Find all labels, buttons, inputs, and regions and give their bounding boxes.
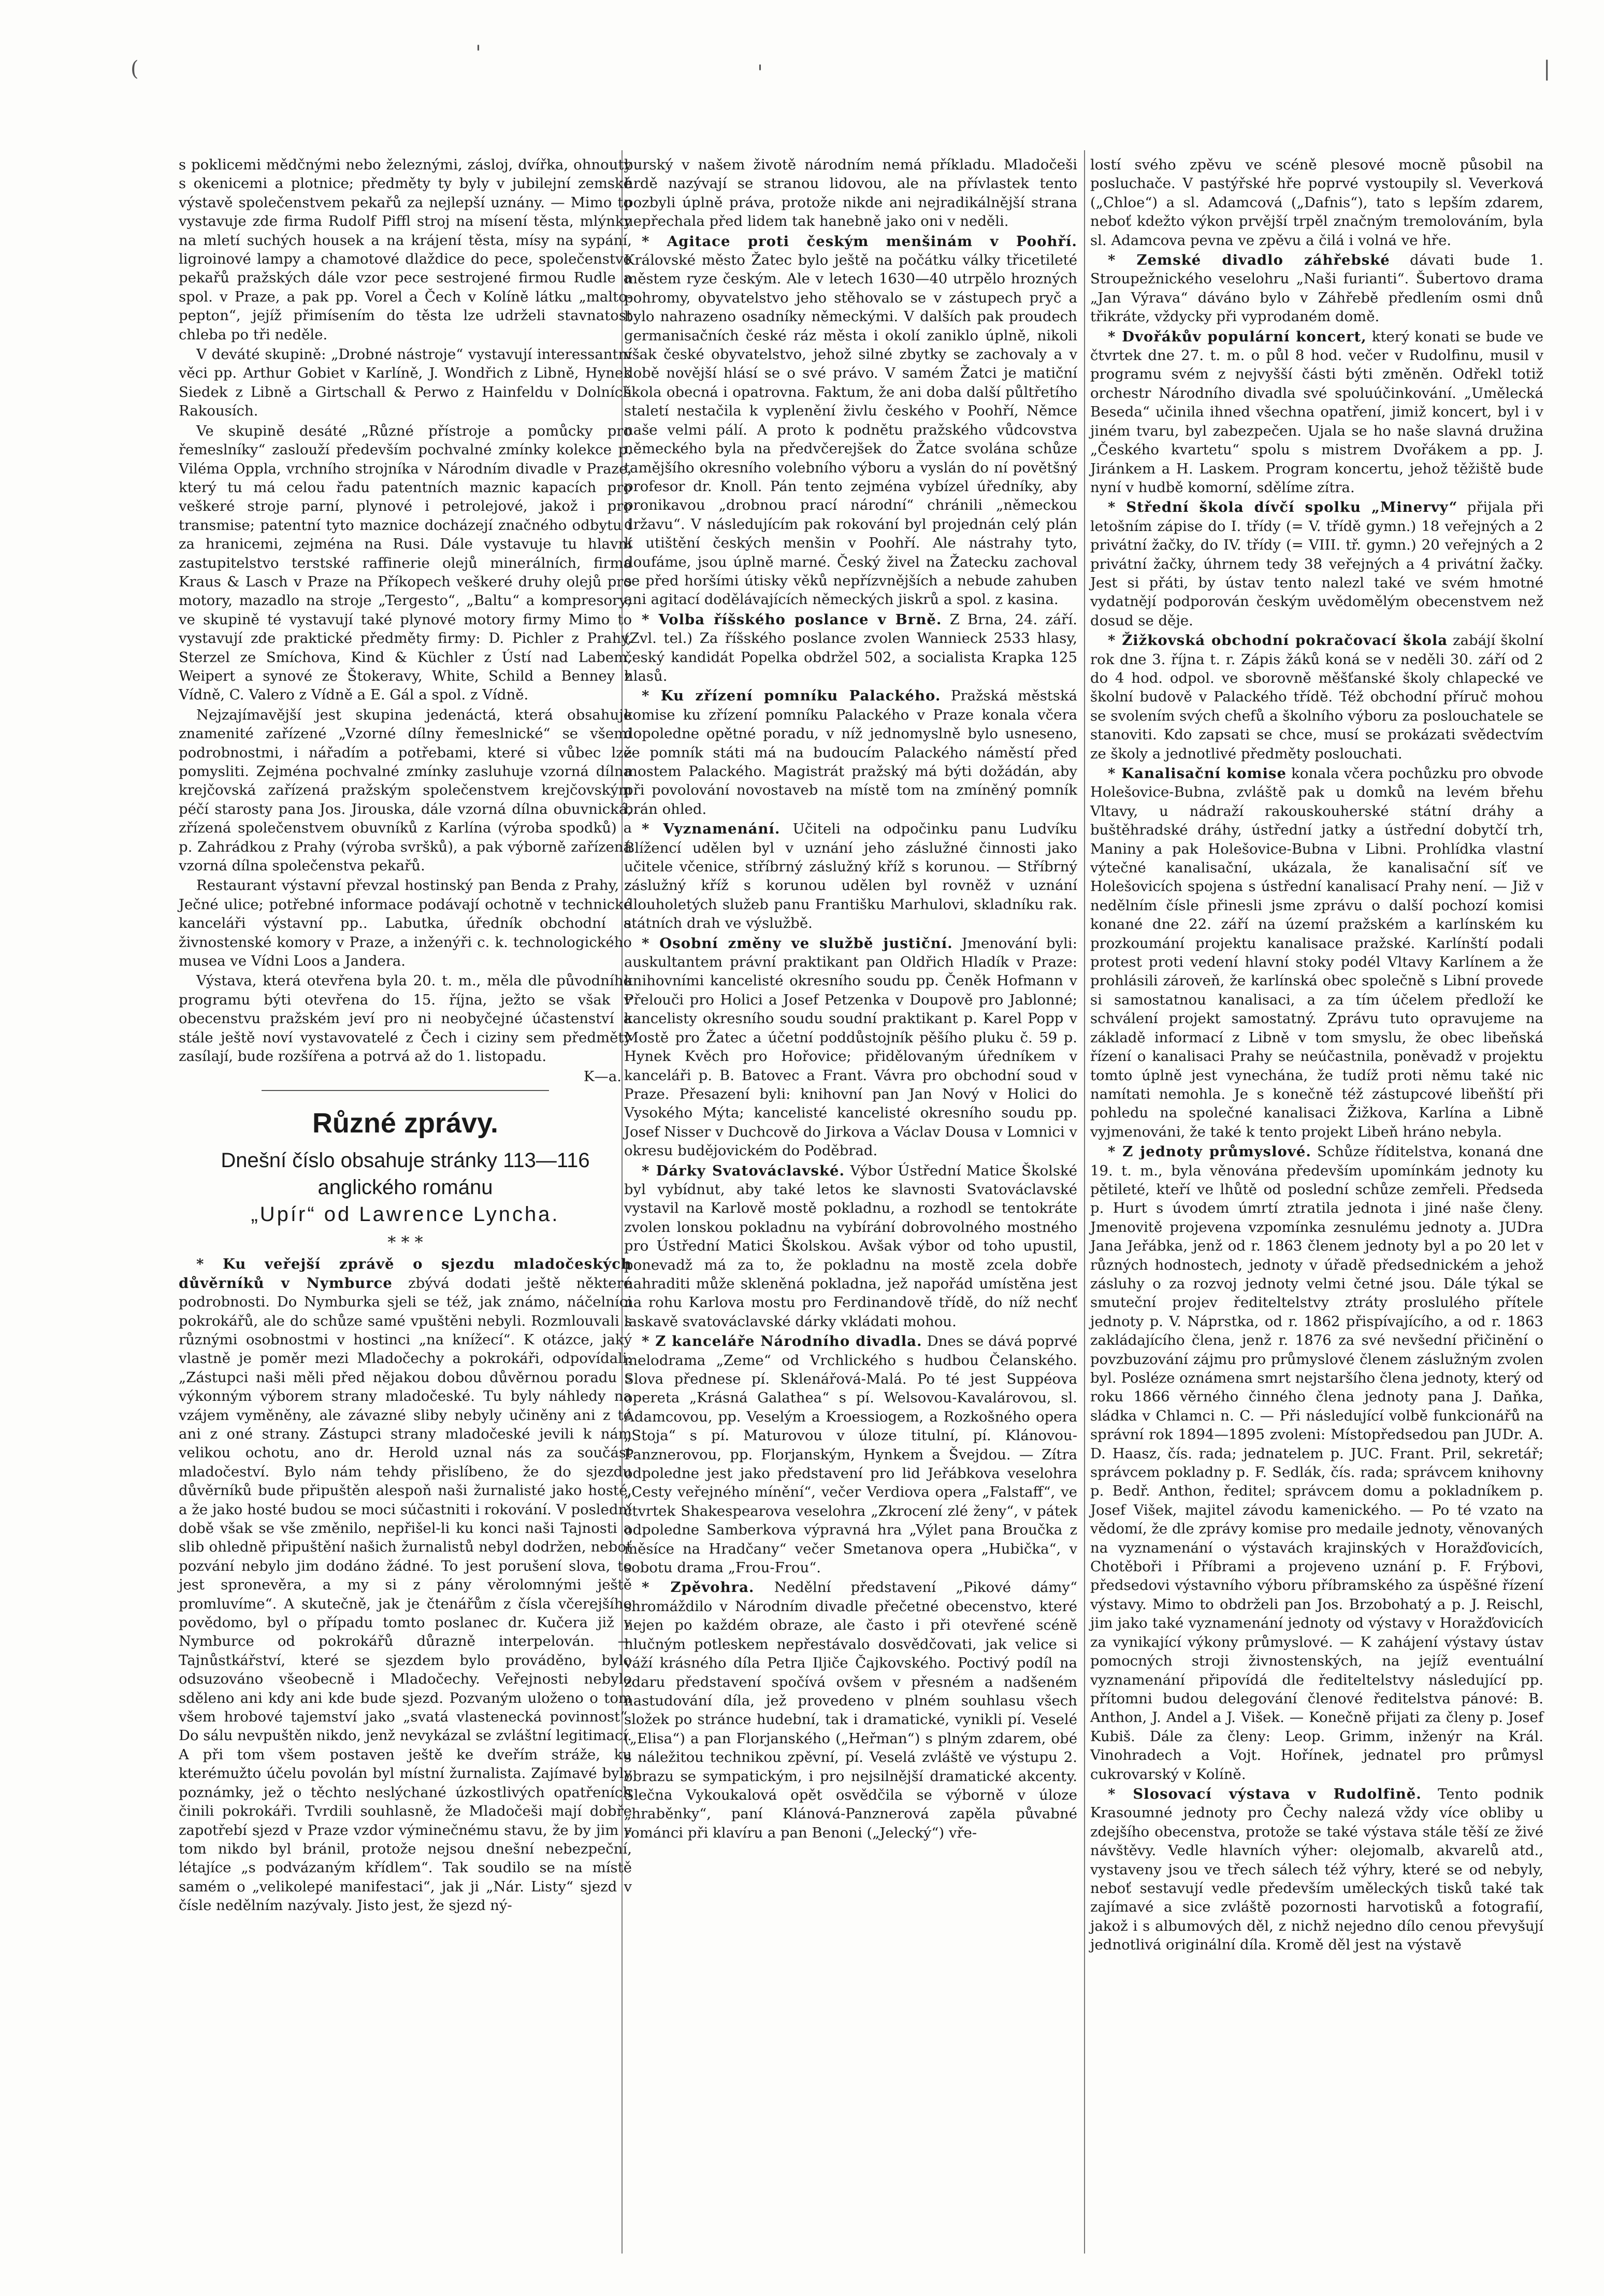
novel-notice-title: „Upír“ od Lawrence Lyncha.	[251, 1202, 560, 1226]
news-headline: * Zemské divadlo záhřebské	[1108, 252, 1390, 269]
article-paragraph: Výstava, která otevřena byla 20. t. m., měla dle původního programu býti otevřena do 15. října, ježto se však v obecenstvu pražském jeví pro ni neobyčejné účastenství a stále ještě noví vystavovatelé z Čech i ciziny sem předměty zasílají, bude rozšířena a potrvá až do 1. listopadu.	[179, 972, 632, 1065]
news-headline: * Žižkovská obchodní pokračovací škola	[1108, 632, 1448, 649]
news-headline: * Ku zřízení pomníku Palackého.	[642, 687, 941, 705]
column-3	[1090, 155, 1543, 1956]
news-body: Královské město Žatec bylo ještě na počátku války třicetileté městem ryze českým. Ale v letech 1630—40 utrpělo hrozných pohromy, obyvatelstvo jeho stěhovalo se v zástupech pryč a bylo nahrazeno osadníky německými. V dalších pak proudech germanisačních české ráz města i okolí zaniklo úplně, nikoli však české obyvatelstvo, jehož silné zbytky se zachovaly a v době novější hlásí se o své právo. V samém Žatci je matiční škola obecná i opatrovna. Faktum, že ani doba další půltřetího staletí nestačila k vyplenění živlu českého v Poohří, Němce naše velmi pálí. A proto k podnětu pražského vůdcovstva německého byla na předvčerejšek do Žatce svolána schůze tamějšího okresního volebního výboru a vyslán do ní povětšný profesor dr. Knoll. Pán tento zejména vybízel úředníky, aby pronikavou „drobnou prací národní“ chránili „německou državu“. V následujícím pak rokování byl projednán celý plán k utištění českých menšin v Poohří. Ale nástrahy tyto, doufáme, jsou úplně marné. Český živel na Žatecku zachoval se před horšími útisky věků nepřízvnějších a nebude zahuben ani agitací dodělávajících německých jiskrů a spol. z kasina.	[624, 252, 1077, 608]
news-body: Učiteli na odpočinku panu Ludvíku Blížencí udělen byl v uznání jeho záslužné činnosti jako učitele včenice, stříbrný záslužný kříž s korunou. — Stříbrný záslužný kříž s korunou udělen byl rovněž v uznání dlouholetých služeb panu Františku Marhulovi, skladníku rak. státních drah ve výslužbě.	[624, 821, 1077, 932]
news-headline: * Slosovací výstava v Rudolfině.	[1108, 1785, 1422, 1802]
article-paragraph: V deváté skupině: „Drobné nástroje“ vystavují interessantní věci pp. Arthur Gobiet v Karlíně, J. Wondřich z Libně, Hynek Siedek z Libně a Girtschall & Perwo z Hainfeldu v Dolních Rakousích.	[179, 346, 632, 420]
margin-mark-top: '	[475, 41, 481, 65]
news-headline: * Agitace proti českým menšinám v Poohří.	[642, 233, 1077, 250]
news-body: Dnes se dává poprvé melodrama „Zeme“ od Vrchlického s hudbou Čelanského. Slova přednese pí. Sklenářová-Malá. Po té jest Suppéova opereta „Krásná Galathea“ s pí. Welsovou-Kavalárovou, sl. Adamcovou, pp. Veselým a Kroessiogem, a Rozkošného opera „Stoja“ s pí. Maturovou v úloze titulní, pí. Klánovou-Panznerovou, pp. Florjanským, Hynkem a Švejdou. — Zítra odpoledne jest jako představení pro lid Jeřábkova veselohra „Cesty veřejného mínění“, večer Verdiova opera „Falstaff“, ve čtvrtek Shakespearova veselohra „Zkrocení zlé ženy“, v pátek odpoledne Samberkova výpravná hra „Výlet pana Broučka z měsíce na Hradčany“ večer Smetanova opera „Hubička“, v sobotu drama „Frou-Frou“.	[624, 1333, 1077, 1576]
news-body: který konati se bude ve čtvrtek dne 27. t. m. o půl 8 hod. večer v Rudolfinu, musil v programu svém z nejvyšší části býti změněn. Odřekl totiž orchestr Národního divadla své spoluúčinkování. „Umělecká Beseda“ učinila ihned všechna opatření, jimiž koncert, byl i v jiném tvaru, byl zabezpečen. Ujala se ho naše slavná družina „Českého kvartetu“ spolu s mistrem Dvořákem a pp. J. Jiránkem a H. Laskem. Program koncertu, jehož těžiště bude nyní v hudbě komorní, sdělíme zítra.	[1090, 328, 1543, 496]
novel-notice	[179, 1147, 632, 1228]
margin-mark-right: |	[1543, 57, 1551, 81]
news-body: zbývá dodati ještě některé podrobnosti. Do Nymburka sjeli se též, jak známo, náčelníci pokrokářů, ale do schůze samé vpuštěni nebyli. Rozmlouvali s různými osobnostmi v hostinci „na knížecí“. K otázce, jaký vlastně je poměr mezi Mladočechy a pokrokáři, odpovídali: „Zástupci naši měli před nějakou dobou důvěrnou poradu s výkonným výborem strany mladočeské. Tu byly náhledy na vzájem vyměněny, ale závazné sliby nebyly učiněny ani z té ani z oné strany. Zástupci strany mladočeské jevili k nám velikou ochotu, ano dr. Herold uznal nás za součást mladočeství. Bylo nám tehdy přislíbeno, že do sjezdu důvěrníků bude připuštěn alespoň naši žurnalisté jako hosté, a že jako hosté budou se moci súčastniti i rokování. V poslední době však se vše změnilo, nepřišel-li ku konci naši Tajnosti a slib ohledně připuštění našich žurnalistů nebyl dodržen, neboť pozvání nebylo jim dodáno žádné. To jest porušení slova, to jest spronevěra, a my si z pány věrolomnými ještě promluvíme“. A skutečně, jak je čtenářům z čísla včerejšího povědomo, byl o případu tomto poslanec dr. Kučera již v Nymburce od pokrokářů důrazně interpelován. — Tajnůstkářství, které se sjezdem bylo prováděno, bylo odsuzováno všeobecně i Mladočechy. Veřejnosti nebylo sděleno ani kdy ani kde bude sjezd. Pozvaným uloženo o tom všem hrobové tajemství jako „svatá vlastenecká povinnost“. Do sálu nevpuštěn nikdo, jenž nevykázal se zvláštní legitimací. A při tom všem postaven ještě ke dveřím stráže, ku kterémužto účelu povolán byl místní žurnalista. Zajímavé byly poznámky, jež o těchto neslýchané úzkostlivých opatřeních činili pokrokáři. Tvrdili souhlasně, že Mladočeši mají dobře zapotřebí sjezd v Praze vzdor výminečnému stavu, že by jim v tom nikdo byl bránil, protože nejsou dnešní nebezpeční, létajíce „s podvázaným křídlem“. Tak soudilo se na místě samém o „velikolepé manifestaci“, jak ji „Nár. Listy“ sjezd v čísle nedělním nazývaly. Jisto jest, že sjezd ný-	[179, 1274, 632, 1914]
news-body: zabájí školní rok dne 3. října t. r. Zápis žáků koná se v neděli 30. září od 2 do 4 hod. odpol. ve sborovně měšťanské školy chlapecké ve školní budově v Palackého třídě. Též obchodní příruč mohou se svolením svých chefů a školního výboru za poslouchatele se stanoviti. Kdo zapsati se chce, musí se prokázati svědectvím ze školy a jednotlivé předměty poslouchati.	[1090, 632, 1543, 762]
news-body: Pražská městská komise ku zřízení pomníku Palackého v Praze konala včera dopoledne opětné poradu, v níž jednomyslně bylo usneseno, že pomník státi má na budoucím Palackého náměstí před mostem Palackého. Magistrát pražský má býti dožádán, aby při povolování novostaveb na místě tom na zmíněný pomník brán ohled.	[624, 687, 1078, 817]
article-signature: K—a.	[583, 1068, 622, 1085]
section-title: Různé zprávy.	[312, 1107, 499, 1139]
novel-notice-line: Dnešní číslo obsahuje stránky 113—116 anglického románu	[221, 1149, 590, 1199]
article-paragraph: lostí svého zpěvu ve scéně plesové mocně působil na posluchače. V pastýřské hře poprvé vystoupily sl. Veverková („Chloe“) a sl. Adamcová („Dafnis“), tato s lepším zdarem, neboť kdežto výkon prvější trpěl značným tremolováním, byla sl. Adamcova pevna ve zpěvu a čilá i volná ve hře.	[1090, 156, 1543, 249]
column-1	[179, 155, 632, 1916]
margin-mark-center: '	[757, 61, 763, 85]
news-headline: * Volba říšského poslance v Brně.	[642, 611, 942, 628]
news-headline: * Vyznamenání.	[642, 821, 781, 838]
news-body: přijala při letošním zápise do I. třídy (= V. třídě gymn.) 18 veřejných a 2 privátní žačky, do IV. třídy (= VIII. tř. gymn.) 20 veřejných a 2 privátní žačky, úhrnem tedy 38 veřejných a 4 privátní žačky. Jest si přáti, by ústav tento nalezl také ve svém hmotné vydatnějí podporován českým uvědomělým obecenstvem než dosud se děje.	[1090, 499, 1543, 629]
news-headline: * Dvořákův populární koncert,	[1108, 328, 1367, 345]
article-paragraph: s poklicemi mědčnými nebo železnými, zásloj, dvířka, ohnouty s okenicemi a plotnice; předměty ty byly v jubilejní zemské výstavě společenstvem pekařů za nejlepší uznány. — Mimo to vystavuje zde firma Rudolf Piffl stroj na mísení těsta, mlýnky na mletí suchých housek a na krájení těsta, mísy na sypání, ligroinové lampy a chamotové dlaždice do pece, společenstvo pekařů pražských dále vzor pece sestrojené firmou Rudle a spol. v Praze, a pak pp. Vorel a Čech v Kolíně látku „malto-pepton“, jejíž přimísením do těsta lze udrželi stavnatost chleba po tři neděle.	[179, 156, 632, 343]
news-body: Jmenování byli: auskultantem právní praktikant pan Oldřich Hladík v Praze: knihovními kancelisté okresního soudu pp. Čeněk Hofmann v Přelouči pro Holici a Josef Petzenka v Doupově pro Jablonné; kancelisty okresního soudu soudní praktikant p. Karel Popp v Mostě pro Žatec a účetní poddůstojník pěšího pluku č. 59 p. Hynek Kvěch pro Hořovice; přidělovaným úředníkem v kanceláři p. B. Batovec a Frant. Vávra pro obchodní soud v Praze. Přesazení byli: knihovní pan Jan Nový v Holici do Vysokého Mýta; kancelisté kancelisté okresního soudu pp. Josef Nisser v Duchcově do Jirkova a Václav Dousa v Lomnici v okresu budějovickém do Poděbrad.	[624, 935, 1078, 1159]
news-headline: * Kanalisační komise	[1108, 765, 1287, 782]
column-rule	[1084, 150, 1085, 2254]
divider	[262, 1090, 549, 1091]
news-headline: * Ku veřejší zprávě o sjezdu mladočeských důvěrníků v Nymburce	[179, 1256, 632, 1292]
news-body: Výbor Ústřední Matice Školské byl vybídnut, aby také letos ke slavnosti Svatováclavské vystavil na Karlově mostě pokladnu, a rozhodl se tentokráte zvolen lonskou pokladnu na vybírání dobrovolného mostného pro Ústřední Matici Školskou. Avšak výbor od toho upustil, ponevadž má za to, že pokladnu na mostě zcela dobře nahraditi může skleněná pokladna, jež napořád umístěna jest na rohu Karlova mostu pro Ferdinandově třídě, do níž nechť laskavě svatováclavské dárky vkládati mohou.	[624, 1162, 1077, 1330]
news-headline: * Z kanceláře Národního divadla.	[642, 1333, 922, 1350]
news-body: Schůze říditelstva, konaná dne 19. t. m., byla věnována především upomínkám jednoty ku pětileté, kteří ve lhůtě od poslední schůze zemřeli. Předseda p. Hurt s úvodem úmrtí ztratila jednota i jiné naše členy. Jmenovitě projevena vzpomínka zesnulému jednoty a. JUDra Jana Jeřábka, jenž od r. 1863 členem jednoty byl a po 20 let v různých hodnostech, jednoty v úřadě předsednickém a jehož zásluhy o za rozvoj jednoty velmi četné jsou. Dále týkal se smuteční projev řediteltelstvy ztráty proslulého přítele jednoty p. V. Náprstka, od r. 1862 přispívajícího, a od r. 1863 zakládajícího člena, jenž r. 1876 za své nevšední přičinění o povzbuzování zájmu pro průmyslové členem záslužným zvolen byl. Posléze oznámena smrt nejstaršího člena jednoty, který od roku 1866 věrného činného člena jednoty pana J. Daňka, sládka v Chlamci n. C. — Při následující volbě funkcionářů na správní rok 1894—1895 zvoleni: Místopředsedou pan JUDr. A. D. Haasz, čís. rada; jednatelem p. JUC. Frant. Pril, sekretář; správcem pokladny p. F. Sedlák, čís. rada; správcem knihovny p. Bedř. Anthon, ředitel; správcem domu a pokladníkem p. Josef Višek, majitel závodu kamenického. — Po té vzato na vědomí, že dle zprávy komise pro medaile jednoty, věnovaných na vyznamenání o výstavách krajinských v Horažďovicích, Chotěboři i Příbrami a projeveno uznání p. F. Frýbovi, předsedovi výstavního výboru příbramského za úspěšné řízení výstavy. Mimo to obdrželi pan Jos. Brzobohatý a p. J. Reischl, jim jako také vyznamenání jednoty od výstavy v Horažďovicích za vynikající výkony průmyslové. — K zahájení výstavy ústav pomocných stroji živnostenských, na jejíž eventuální vyznamenání připovídá dle řediteltelstvy následující pp. přítomni budou delegování členové ředitelstva pánové: B. Anthon, J. Andel a J. Višek. — Konečně přijati za členy p. Josef Kubiš. Dále za členy: Leop. Grimm, inženýr na Král. Vinohradech a Vojt. Hořínek, jednatel pro průmysl cukrovarský v Kolíně.	[1090, 1143, 1543, 1783]
margin-mark-left: (	[131, 57, 139, 81]
news-headline: * Osobní změny ve službě justiční.	[642, 935, 953, 952]
news-body: Z Brna, 24. září. (Zvl. tel.) Za říšského poslance zvolen Wannieck 2533 hlasy, český kandidát Popelka obdržel 502, a socialista Krapka 125 hlasů.	[624, 611, 1077, 684]
news-headline: * Zpěvohra.	[642, 1579, 755, 1596]
news-body: konala včera pochůzku pro obvode Holešovice-Bubna, zvláště pak u domků na levém břehu Vltavy, u nádraží rakouskouherské státní dráhy a buštěhradské dráhy, ústřední jatky a ústřední dobytčí trh, Maniny a pak Holešovice-Bubna v Libni. Prohlídka vlastní výtečné kanalisační, ukázala, že kanalisační síť ve Holešovicích spojena s ústřední kanalisací Prahy není. — Již v nedělním čísle přinesli jsme zprávu o další pochozí komisi konané dne 22. září na území pražském a karlínském ku prozkoumání projektu kanalisace pražské. Karlínští podali protest proti vedení hlavní stoky podél Vltavy Karlínem a že prohlásili zároveň, že karlínská obec společně s Libní provede si samostatnou kanalisaci, a za tím účelem předloží ke schválení projekt samostatný. Zprávu tuto opravujeme na základě informací z Libně v tom smyslu, že obec libeňská řízení o kanalisaci Prahy se neúčastnila, poněvadž v projektu tomto úplně jest vynechána, že tudíž proti němu také nic namítati nemohla. Je s konečně též zástupcové libeňští při pohledu na společné kanalisaci Žižkova, Karlína a Libně vyjmenováni, že také k tento projekt Libeň hráno nebyla.	[1090, 765, 1543, 1140]
news-headline: * Dárky Svatováclavské.	[642, 1162, 845, 1179]
column-2	[624, 155, 1077, 1843]
article-paragraph: Restaurant výstavní převzal hostinský pan Benda z Prahy, z Ječné ulice; potřebné informace podávají ochotně v technické kanceláři výstavní pp.. Labutka, úředník obchodní a živnostenské komory v Praze, a inženýři c. k. technologického musea ve Vídni Loos a Jandera.	[179, 877, 632, 970]
article-paragraph: burský v našem životě národním nemá příkladu. Mladočeši hrdě nazývají se stranou lidovou, ale na přívlastek tento pozbyli úplně práva, protože nikde ani nejradikálnější strana nepřechala před lidem tak hanebně jako oni v neděli.	[624, 156, 1077, 230]
news-body: Tento podnik Krasoumné jednoty pro Čechy nalezá vždy více obliby u zdejšího obecenstva, protože se také výstava stále těší ze živé návštěvy. Vedle hlavních výher: olejomalb, akvarelů atd., vystaveny jsou ve třech sálech též výhry, které se od nebyly, neboť sestavují vedle především uměleckých tisků také tak zajímavé a sice zvláště pozornosti harvotisků a fotografií, jakož i s albumových děl, z nichž nejedno dílo cenou převyšují jednotlivá originální díla. Kromě děl jest na výstavě	[1090, 1785, 1543, 1954]
article-paragraph: Ve skupině desáté „Různé přístroje a pomůcky pro řemeslníky“ zaslouží především pochvalné zmínky kolekce p. Viléma Oppla, vrchního strojníka v Národním divadle v Praze, který tu má celou řadu patentních maznic kapacích pro veškeré stroje parní, plynové i petrolejové, jakož i pro transmise; patentní tyto maznice docházejí značného odbytu i za hranicemi, zejména na Rusi. Dále vystavuje tu hlavní zastupitelstvo terstské raffinerie olejů minerálních, firma Kraus & Lasch v Praze na Příkopech veškeré druhy olejů pro motory, mazadlo na stroje „Tergesto“, „Baltu“ a kompresory; ve skupině té vystavují také plynové motory firmy Mimo to vystavují zde praktické předměty firmy: D. Pichler z Prahy, Sterzel ze Smíchova, Kind & Küchler z Ústí nad Labem, Weipert a synové ze Štokeravy, White, Schild a Benney z Vídně, C. Valero z Vídně a E. Gál a spol. z Vídně.	[179, 422, 632, 704]
separator-stars: * * *	[387, 1232, 423, 1252]
news-body: dávati bude 1. Stroupežnického veselohru „Naši furianti“. Šubertovo drama „Jan Výrava“ dáváno bylo v Záhřebě předlením osmi dnů třikráte, vždycky při vyprodaném domě.	[1090, 252, 1543, 325]
news-headline: * Z jednoty průmyslové.	[1108, 1143, 1311, 1160]
news-headline: * Střední škola dívčí spolku „Minervy“	[1108, 499, 1458, 516]
article-paragraph: Nejzajímavější jest skupina jedenáctá, která obsahuje znamenité zařízené „Vzorné dílny řemeslnické“ se všemi podrobnostmi, i nářadím a potřebami, které si vůbec lze pomysliti. Zejména pochvalné zmínky zasluhuje vzorná dílna krejčovská zařízená pražským společenstvem krejčovským péčí starosty pana Jos. Jirouska, dále vzorná dílna obuvnická, zřízená společenstvem obuvníků z Karlína (výroba spodků) a p. Zahrádkou z Prahy (výroba svršků), a pak výborně zařízená vzorná dílna společenstva pekařů.	[179, 706, 632, 874]
news-body: Nedělní představení „Pikové dámy“ shromáždilo v Národním divadle přečetné obecenstvo, které nejen po každém obraze, ale často i při otevřené scéně hlučným potleskem nepřestávalo dosvědčovati, jak velice si váží krásného díla Petra Iljiče Čajkovského. Poctivý podíl na zdaru představení spočívá ovšem v přesném a nadšeném nastudování díla, jež provedeno v plném souhlasu všech složek po stránce hudební, tak i dramatické, vynikli pí. Veselé („Elisa“) a pan Florjanského („Heřman“) s plným zdarem, obé s náležitou technikou zpěvní, pí. Veselá zvláště ve výstupu 2. obrazu se sympatickým, i pro nejsilnější dramatické akcenty. Slečna Vykoukalová opět osvědčila se výborně v úloze „hraběnky“, paní Klánová-Panznerová zapěla půvabné románci při klavíru a pan Benoni („Jelecký“) vře-	[624, 1579, 1077, 1841]
